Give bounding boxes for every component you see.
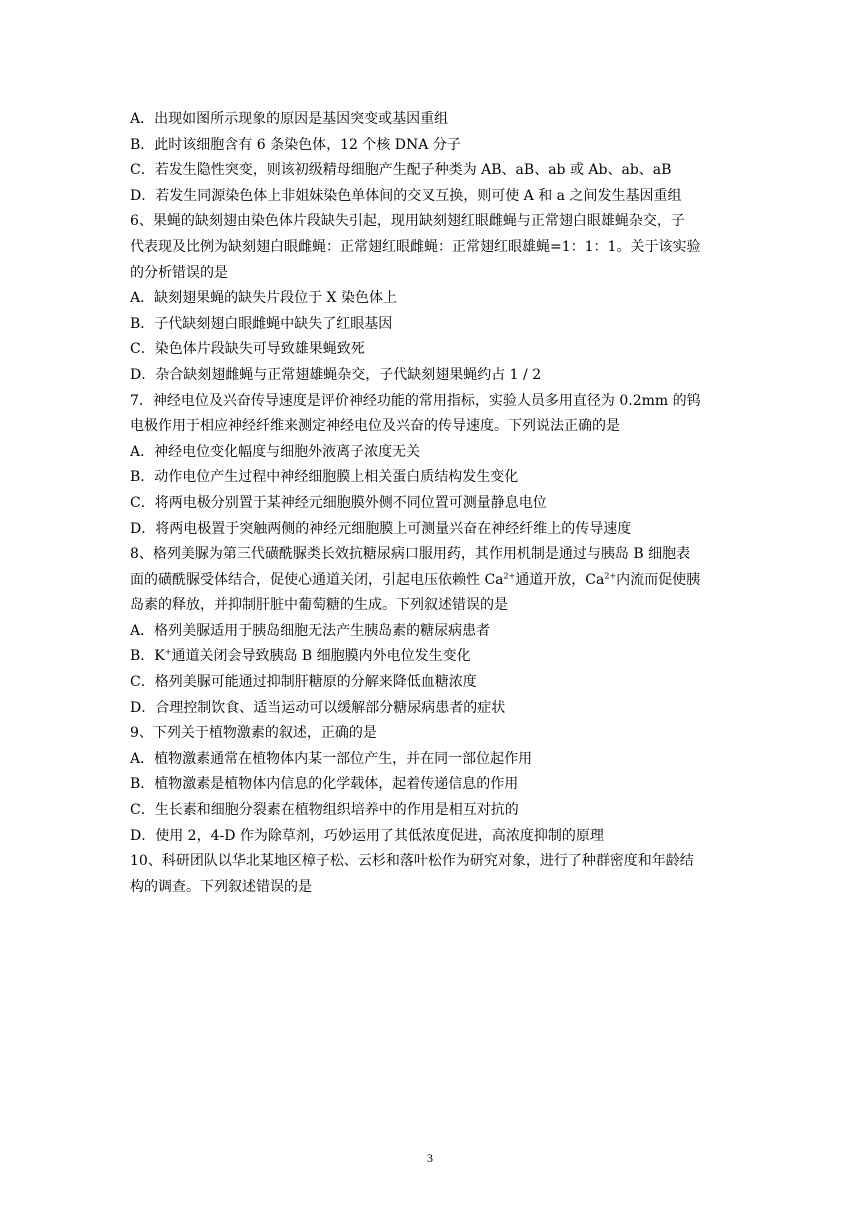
text-span: B．K: [130, 648, 165, 665]
page-number: 3: [427, 1151, 433, 1165]
question-6-stem: 的分析错误的是: [130, 264, 228, 281]
question-6-option-c: C．染色体片段缺失可导致雄果蝇致死: [130, 341, 365, 358]
superscript: 2+: [604, 571, 617, 581]
text-line: B．此时该细胞含有 6 条染色体，12 个核 DNA 分子: [130, 136, 461, 153]
question-10-stem: 10、科研团队以华北某地区樟子松、云杉和落叶松作为研究对象，进行了种群密度和年龄结: [130, 853, 694, 870]
question-10-stem: 构的调查。下列叙述错误的是: [130, 878, 312, 895]
question-8-option-c: C．格列美脲可能通过抑制肝糖原的分解来降低血糖浓度: [130, 674, 477, 691]
question-7-stem: 电极作用于相应神经纤维来测定神经电位及兴奋的传导速度。下列说法正确的是: [130, 418, 620, 435]
question-9-option-d: D．使用 2，4-D 作为除草剂，巧妙运用了其低浓度促进，高浓度抑制的原理: [130, 827, 604, 844]
question-6-option-d: D．杂合缺刻翅雌蝇与正常翅雄蝇杂交，子代缺刻翅果蝇约占 1 / 2: [130, 366, 542, 383]
document-body: [130, 107, 730, 900]
question-7-option-b: B．动作电位产生过程中神经细胞膜上相关蛋白质结构发生变化: [130, 469, 519, 486]
question-8-stem: 岛素的释放，并抑制肝脏中葡萄糖的生成。下列叙述错误的是: [130, 597, 508, 614]
question-9-option-b: B．植物激素是植物体内信息的化学载体，起着传递信息的作用: [130, 776, 519, 793]
question-9-option-c: C．生长素和细胞分裂素在植物组织培养中的作用是相互对抗的: [130, 802, 519, 819]
question-6-option-b: B．子代缺刻翅白眼雌蝇中缺失了红眼基因: [130, 315, 393, 332]
superscript: +: [164, 647, 172, 657]
text-span: 内流而促使胰: [616, 571, 701, 588]
question-7-stem: 7．神经电位及兴奋传导速度是评价神经功能的常用指标，实验人员多用直径为 0.2mm 的钨: [130, 392, 701, 409]
question-8-option-b: [130, 644, 730, 670]
question-8-stem: 8、格列美脲为第三代磺酰脲类长效抗糖尿病口服用药，其作用机制是通过与胰岛 B 细胞表: [130, 546, 691, 563]
question-6-stem: 代表现及比例为缺刻翅白眼雌蝇：正常翅红眼雌蝇：正常翅红眼雄蝇=1：1：1。关于该实验: [130, 238, 701, 255]
question-7-option-d: D．将两电极置于突触两侧的神经元细胞膜上可测量兴奋在神经纤维上的传导速度: [130, 520, 632, 537]
question-6-stem: 6、果蝇的缺刻翅由染色体片段缺失引起，现用缺刻翅红眼雌蝇与正常翅白眼雄蝇杂交，子: [130, 213, 685, 230]
question-6-option-a: A．缺刻翅果蝇的缺失片段位于 X 染色体上: [130, 290, 397, 307]
text-span: 通道关闭会导致胰岛 B 细胞膜内外电位发生变化: [171, 648, 471, 665]
question-9-stem: 9、下列关于植物激素的叙述，正确的是: [130, 725, 377, 742]
question-8-stem: [130, 568, 730, 594]
question-9-option-a: A．植物激素通常在植物体内某一部位产生，并在同一部位起作用: [130, 750, 533, 767]
text-span: 通道开放，Ca: [515, 571, 605, 588]
question-8-option-d: D．合理控制饮食、适当运动可以缓解部分糖尿病患者的症状: [130, 699, 506, 716]
text-span: 面的磺酰脲受体结合，促使心通道关闭，引起电压依赖性 Ca: [130, 571, 504, 588]
text-line: A．出现如图所示现象的原因是基因突变或基因重组: [130, 111, 449, 127]
text-line: C．若发生隐性突变，则该初级精母细胞产生配子种类为 AB、aB、ab 或 Ab、ab、aB: [130, 162, 672, 179]
question-8-option-a: A．格列美脲适用于胰岛细胞无法产生胰岛素的糖尿病患者: [130, 622, 491, 639]
question-7-option-a: A．神经电位变化幅度与细胞外液离子浓度无关: [130, 443, 421, 460]
question-7-option-c: C．将两电极分别置于某神经元细胞膜外侧不同位置可测量静息电位: [130, 494, 547, 511]
superscript: 2+: [503, 571, 516, 581]
text-line: D．若发生同源染色体上非姐妹染色单体间的交叉互换，则可使 A 和 a 之间发生基因重组: [130, 187, 682, 204]
